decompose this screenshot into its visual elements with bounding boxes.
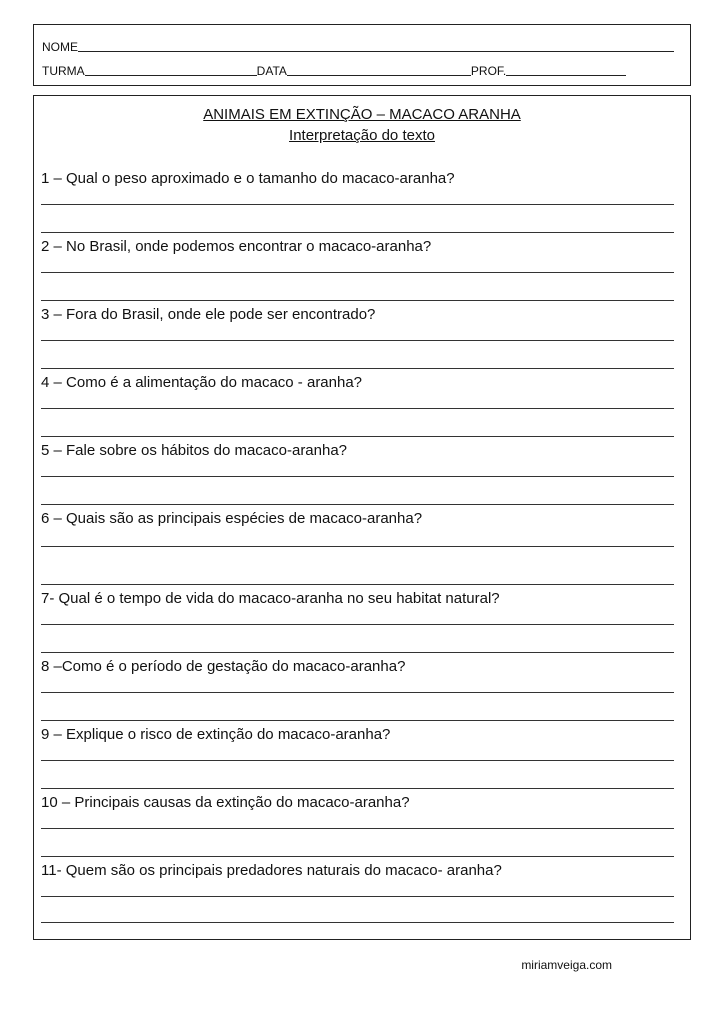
question-1: 1 – Qual o peso aproximado e o tamanho do macaco-aranha?	[41, 170, 455, 187]
question-10: 10 – Principais causas da extinção do macaco-aranha?	[41, 794, 410, 811]
question-2: 2 – No Brasil, onde podemos encontrar o macaco-aranha?	[41, 238, 432, 255]
answer-line[interactable]	[41, 300, 674, 301]
question-7: 7- Qual é o tempo de vida do macaco-aranha no seu habitat natural?	[41, 590, 500, 607]
answer-line[interactable]	[41, 828, 674, 829]
turma-label: TURMA	[42, 64, 85, 78]
nome-row	[42, 39, 682, 54]
data-field[interactable]	[287, 63, 471, 76]
answer-line[interactable]	[41, 368, 674, 369]
data-label: DATA	[256, 64, 287, 78]
answer-line[interactable]	[41, 340, 674, 341]
turma-field[interactable]	[85, 63, 257, 76]
student-info-box	[33, 24, 691, 86]
nome-label: NOME	[42, 40, 78, 54]
question-6: 6 – Quais são as principais espécies de macaco-aranha?	[41, 510, 423, 527]
question-11: 11- Quem são os principais predadores naturais do macaco- aranha?	[41, 862, 502, 879]
answer-line[interactable]	[41, 720, 674, 721]
prof-label: PROF.	[470, 64, 507, 78]
answer-line[interactable]	[41, 760, 674, 761]
answer-line[interactable]	[41, 504, 674, 505]
answer-line[interactable]	[41, 272, 674, 273]
answer-line[interactable]	[41, 408, 674, 409]
answer-line[interactable]	[41, 476, 674, 477]
worksheet-box	[33, 95, 691, 940]
answer-line[interactable]	[41, 922, 674, 923]
answer-line[interactable]	[41, 584, 674, 585]
question-9: 9 – Explique o risco de extinção do macaco-aranha?	[41, 726, 391, 743]
worksheet-title: ANIMAIS EM EXTINÇÃO – MACACO ARANHA	[203, 106, 521, 123]
question-4: 4 – Como é a alimentação do macaco - aranha?	[41, 374, 363, 391]
question-3: 3 – Fora do Brasil, onde ele pode ser encontrado?	[41, 306, 376, 323]
answer-line[interactable]	[41, 232, 674, 233]
answer-line[interactable]	[41, 856, 674, 857]
turma-row	[42, 63, 682, 78]
answer-line[interactable]	[41, 692, 674, 693]
answer-line[interactable]	[41, 652, 674, 653]
answer-line[interactable]	[41, 896, 674, 897]
prof-field[interactable]	[506, 63, 626, 76]
footer-site: miriamveiga.com	[521, 958, 612, 972]
answer-line[interactable]	[41, 624, 674, 625]
answer-line[interactable]	[41, 546, 674, 547]
answer-line[interactable]	[41, 204, 674, 205]
question-8: 8 –Como é o período de gestação do macaco-aranha?	[41, 658, 406, 675]
answer-line[interactable]	[41, 788, 674, 789]
nome-field[interactable]	[78, 39, 674, 52]
worksheet-subtitle: Interpretação do texto	[289, 127, 435, 144]
question-5: 5 – Fale sobre os hábitos do macaco-aranha?	[41, 442, 348, 459]
answer-line[interactable]	[41, 436, 674, 437]
